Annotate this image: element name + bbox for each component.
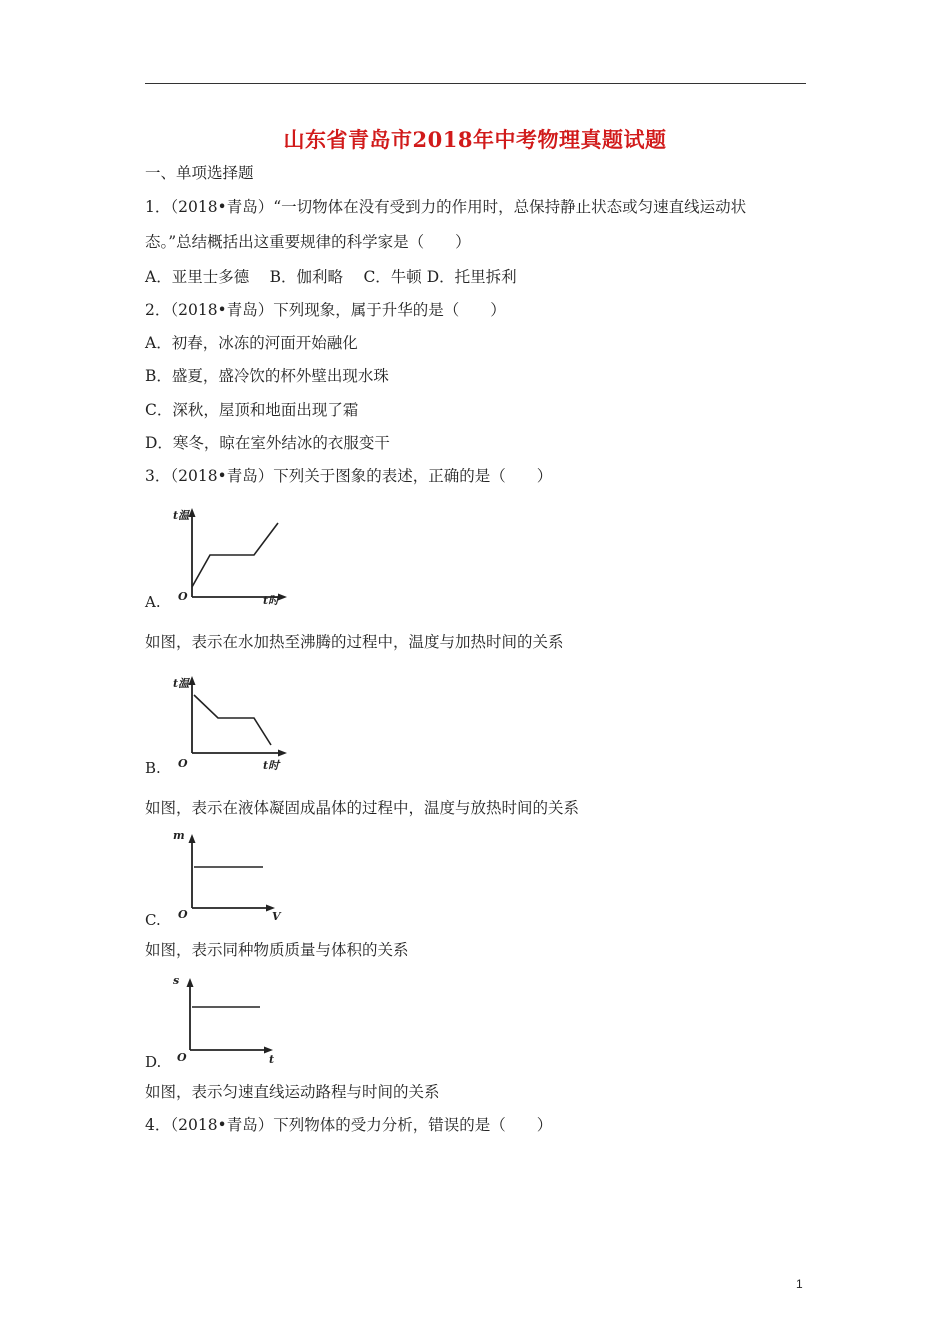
- graph-c: [168, 825, 298, 925]
- graph-b-y-label: t温: [173, 677, 190, 690]
- question-2-option-b: B．盛夏，盛冷饮的杯外壁出现水珠: [145, 367, 389, 385]
- graph-d-description: 如图，表示匀速直线运动路程与时间的关系: [145, 1083, 440, 1101]
- question-2-stem: 2．（2018•青岛）下列现象，属于升华的是（ ）: [145, 301, 506, 319]
- question-2-option-d: D．寒冬，晾在室外结冰的衣服变干: [145, 434, 390, 452]
- graph-a: [168, 505, 298, 605]
- question-1-stem-line1: 1．（2018•青岛）“一切物体在没有受到力的作用时，总保持静止状态或匀速直线运动状: [145, 198, 747, 216]
- question-2-option-a: A．初春，冰冻的河面开始融化: [145, 334, 358, 352]
- graph-b: [168, 673, 298, 773]
- graph-b-x-label: t时: [263, 759, 280, 772]
- question-4-stem: 4．（2018•青岛）下列物体的受力分析，错误的是（ ）: [145, 1116, 553, 1134]
- graph-c-x-label: V: [272, 910, 281, 923]
- graph-c-description: 如图，表示同种物质质量与体积的关系: [145, 941, 409, 959]
- graph-a-x-label: t时: [263, 594, 280, 607]
- question-1-stem-line2: 态。”总结概括出这重要规律的科学家是（ ）: [145, 233, 471, 251]
- graph-c-y-label: m: [173, 829, 185, 842]
- graph-d-x-label: t: [269, 1053, 275, 1066]
- graph-a-label: A.: [145, 593, 161, 611]
- question-2-option-c: C．深秋，屋顶和地面出现了霜: [145, 401, 359, 419]
- graph-d-label: D.: [145, 1053, 162, 1071]
- page-title: 山东省青岛市2018年中考物理真题试题: [283, 127, 667, 152]
- section-heading: 一、单项选择题: [145, 164, 254, 182]
- graph-a-origin: O: [178, 590, 188, 603]
- question-3-stem: 3．（2018•青岛）下列关于图象的表述，正确的是（ ）: [145, 467, 553, 485]
- graph-c-origin: O: [178, 908, 188, 921]
- graph-b-description: 如图，表示在液体凝固成晶体的过程中，温度与放热时间的关系: [145, 799, 580, 817]
- graph-c-label: C.: [145, 911, 161, 929]
- graph-b-label: B.: [145, 759, 161, 777]
- header-rule: [145, 83, 806, 84]
- graph-b-origin: O: [178, 757, 188, 770]
- graph-a-description: 如图，表示在水加热至沸腾的过程中，温度与加热时间的关系: [145, 633, 564, 651]
- graph-d-origin: O: [177, 1051, 187, 1064]
- graph-a-y-label: t温: [173, 509, 190, 522]
- question-1-options: A．亚里士多德 B．伽利略 C．牛顿 D．托里拆利: [145, 268, 517, 286]
- page-number: 1: [796, 1277, 803, 1291]
- graph-d-y-label: s: [173, 974, 180, 987]
- graph-d: [168, 970, 298, 1070]
